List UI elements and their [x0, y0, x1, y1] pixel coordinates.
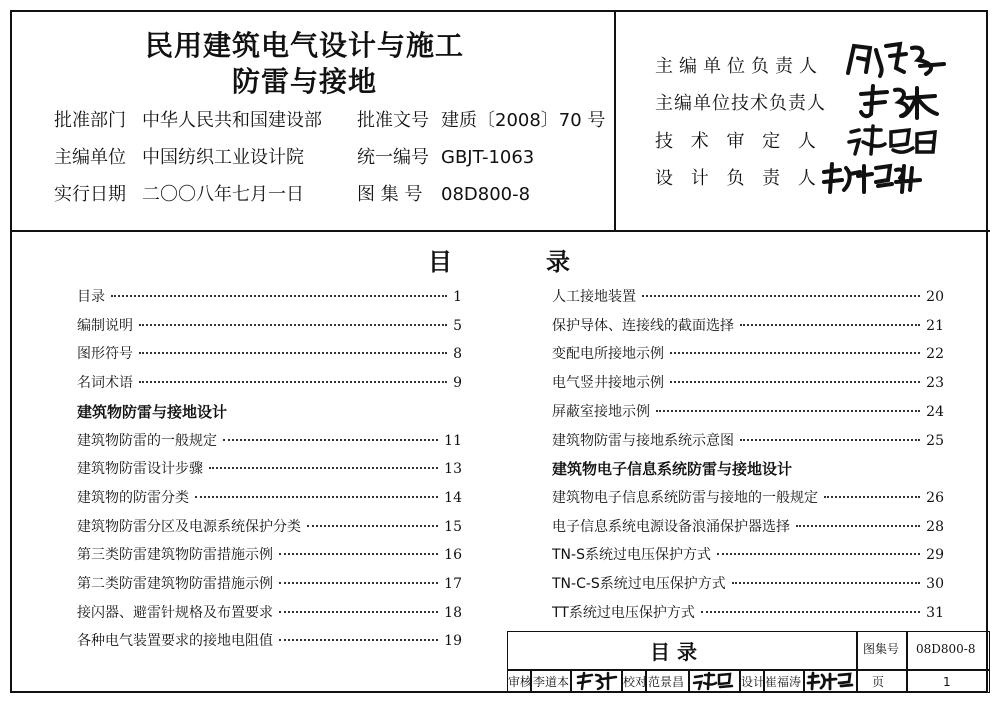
toc-leader-dots — [111, 295, 447, 297]
toc-entry-label: 建筑物防雷的一般规定 — [77, 432, 217, 449]
header-divider — [10, 230, 990, 232]
toc-entry[interactable] — [77, 430, 462, 448]
toc-entry-label: 接闪器、避雷针规格及布置要求 — [77, 604, 273, 621]
toc-leader-dots — [740, 439, 920, 441]
toc-entry-page: 18 — [444, 604, 462, 621]
page-label: 页 — [872, 675, 885, 689]
sheet-title: 目 录 — [650, 640, 697, 664]
toc-entry-label: 第三类防雷建筑物防雷措施示例 — [77, 547, 273, 564]
toc-entry-label: 建筑物的防雷分类 — [77, 489, 189, 506]
toc-leader-dots — [656, 410, 920, 412]
toc-section-heading — [552, 458, 944, 479]
signature-design — [806, 671, 854, 691]
check-label: 校对 — [623, 675, 648, 689]
toc-leader-dots — [670, 381, 920, 383]
toc-entry-page: 28 — [926, 518, 944, 535]
toc-entry[interactable] — [552, 401, 944, 419]
review-name: 李道本 — [533, 675, 570, 689]
toc-entry-page: 17 — [444, 576, 462, 592]
toc-entry[interactable] — [552, 487, 944, 505]
toc-entry[interactable] — [552, 573, 944, 591]
toc-leader-dots — [701, 611, 920, 613]
toc-entry-page: 22 — [926, 346, 944, 363]
toc-entry-page: 20 — [926, 289, 944, 305]
toc-entry-page: 1 — [453, 289, 462, 305]
toc-entry-page: 14 — [444, 489, 462, 506]
toc-entry-page: 24 — [926, 403, 944, 420]
toc-entry-label: 建筑物防雷分区及电源系统保护分类 — [77, 518, 301, 535]
effective-date-label: 实行日期 — [54, 184, 126, 205]
review-label: 审核 — [508, 675, 533, 689]
role-design-lead: 设 计 负 责 人 — [655, 168, 822, 189]
toc-entry[interactable] — [77, 315, 462, 333]
design-name: 崔福涛 — [765, 675, 802, 689]
toc-leader-dots — [279, 582, 438, 584]
toc-entry-page: 5 — [453, 317, 462, 334]
toc-entry[interactable] — [77, 544, 462, 562]
signature-tech-reviewer — [845, 124, 940, 158]
toc-entry-page: 26 — [926, 489, 944, 506]
toc-entry-page: 15 — [444, 518, 462, 535]
approval-dept-label: 批准部门 — [54, 110, 126, 131]
toc-entry[interactable] — [552, 602, 944, 620]
unified-no-value: GBJT-1063 — [441, 147, 535, 168]
toc-entry-label: 变配电所接地示例 — [552, 346, 664, 363]
toc-entry-label: 目录 — [77, 289, 105, 305]
toc-entry[interactable] — [552, 315, 944, 333]
role-tech-reviewer: 技 术 审 定 人 — [655, 131, 822, 152]
toc-entry[interactable] — [77, 372, 462, 390]
toc-leader-dots — [717, 553, 920, 555]
toc-entry-page: 11 — [444, 432, 462, 449]
effective-date-value: 二〇〇八年七月一日 — [142, 184, 304, 205]
editor-unit-label: 主编单位 — [54, 147, 126, 168]
toc-leader-dots — [139, 324, 447, 326]
toc-entry[interactable] — [77, 573, 462, 591]
toc-leader-dots — [139, 381, 447, 383]
atlas-value: 08D800-8 — [916, 642, 976, 656]
toc-title-left: 目 — [428, 248, 452, 276]
signature-chief-tech — [855, 84, 940, 122]
toc-entry-label: 建筑物电子信息系统防雷与接地设计 — [552, 460, 793, 479]
toc-entry[interactable] — [552, 343, 944, 361]
toc-leader-dots — [732, 582, 920, 584]
approval-doc-label: 批准文号 — [357, 110, 429, 131]
atlas-label: 图集号 — [863, 642, 900, 656]
toc-entry-label: 电子信息系统电源设备浪涌保护器选择 — [552, 518, 790, 535]
toc-entry-page: 16 — [444, 547, 462, 564]
atlas-no-label: 图 集 号 — [357, 184, 423, 205]
toc-leader-dots — [195, 496, 438, 498]
toc-title-right: 录 — [546, 248, 570, 276]
toc-entry-label: TT系统过电压保护方式 — [552, 604, 695, 621]
toc-entry[interactable] — [552, 372, 944, 390]
toc-entry-page: 25 — [926, 432, 944, 449]
toc-entry-label: 电气竖井接地示例 — [552, 375, 664, 392]
signature-chief-unit — [840, 38, 950, 83]
toc-entry[interactable] — [77, 602, 462, 620]
toc-entry-label: 人工接地装置 — [552, 289, 636, 305]
page-value: 1 — [943, 675, 951, 689]
toc-entry-label: 保护导体、连接线的截面选择 — [552, 317, 734, 334]
toc-section-heading — [77, 401, 462, 419]
toc-entry-label: 编制说明 — [77, 317, 133, 334]
toc-leader-dots — [279, 553, 438, 555]
toc-entry-label: 名词术语 — [77, 375, 133, 392]
toc-entry-label: 建筑物电子信息系统防雷与接地的一般规定 — [552, 489, 818, 506]
approval-dept-value: 中华人民共和国建设部 — [142, 110, 322, 131]
toc-leader-dots — [824, 496, 920, 498]
toc-entry[interactable] — [77, 458, 462, 476]
toc-entry[interactable] — [77, 286, 462, 304]
toc-entry[interactable] — [552, 544, 944, 562]
toc-entry-page: 31 — [926, 604, 944, 621]
toc-entry-label: 第二类防雷建筑物防雷措施示例 — [77, 576, 273, 592]
toc-entry-label: TN-C-S系统过电压保护方式 — [552, 576, 726, 592]
toc-leader-dots — [307, 525, 438, 527]
approval-doc-value: 建质〔2008〕70 号 — [441, 110, 606, 131]
toc-entry-page: 30 — [926, 576, 944, 592]
toc-leader-dots — [279, 611, 438, 613]
check-name: 范景昌 — [648, 675, 685, 689]
toc-leader-dots — [740, 324, 920, 326]
toc-entry-label: 屏蔽室接地示例 — [552, 403, 650, 420]
unified-no-label: 统一编号 — [357, 147, 429, 168]
toc-entry-page: 9 — [453, 375, 462, 392]
role-chief-tech: 主编单位技术负责人 — [655, 93, 826, 114]
toc-leader-dots — [279, 639, 438, 641]
toc-entry-label: 图形符号 — [77, 346, 133, 363]
toc-entry-label: TN-S系统过电压保护方式 — [552, 547, 711, 564]
design-label: 设计 — [741, 675, 766, 689]
toc-entry-label: 建筑物防雷与接地设计 — [77, 402, 228, 421]
toc-entry-page: 21 — [926, 317, 944, 334]
atlas-no-value: 08D800-8 — [441, 184, 531, 205]
toc-entry-label: 各种电气装置要求的接地电阻值 — [77, 633, 273, 650]
toc-entry[interactable] — [77, 343, 462, 361]
toc-entry-page: 13 — [444, 461, 462, 478]
toc-entry[interactable] — [77, 630, 462, 648]
role-chief-unit: 主编单位负责人 — [655, 56, 823, 77]
toc-leader-dots — [670, 352, 920, 354]
editor-unit-value: 中国纺织工业设计院 — [142, 147, 304, 168]
toc-entry-page: 29 — [926, 547, 944, 564]
header-vertical-divider — [614, 10, 616, 231]
title-line-1: 民用建筑电气设计与施工 — [145, 29, 465, 62]
toc-entry-label: 建筑物防雷与接地系统示意图 — [552, 432, 734, 449]
toc-leader-dots — [139, 352, 447, 354]
toc-entry-label: 建筑物防雷设计步骤 — [77, 461, 203, 478]
signature-review — [574, 671, 618, 691]
toc-entry[interactable] — [77, 487, 462, 505]
toc-leader-dots — [796, 525, 920, 527]
title-line-2: 防雷与接地 — [232, 65, 378, 98]
signature-design-lead — [820, 160, 930, 196]
toc-leader-dots — [223, 439, 438, 441]
toc-entry-page: 8 — [453, 346, 462, 363]
toc-entry[interactable] — [552, 516, 944, 534]
toc-leader-dots — [209, 467, 438, 469]
toc-entry[interactable] — [552, 430, 944, 448]
signature-check — [692, 671, 736, 691]
toc-entry-page: 23 — [926, 375, 944, 392]
toc-entry[interactable] — [77, 516, 462, 534]
toc-entry[interactable] — [552, 286, 944, 304]
toc-entry-page: 19 — [444, 633, 462, 650]
toc-leader-dots — [642, 295, 920, 297]
